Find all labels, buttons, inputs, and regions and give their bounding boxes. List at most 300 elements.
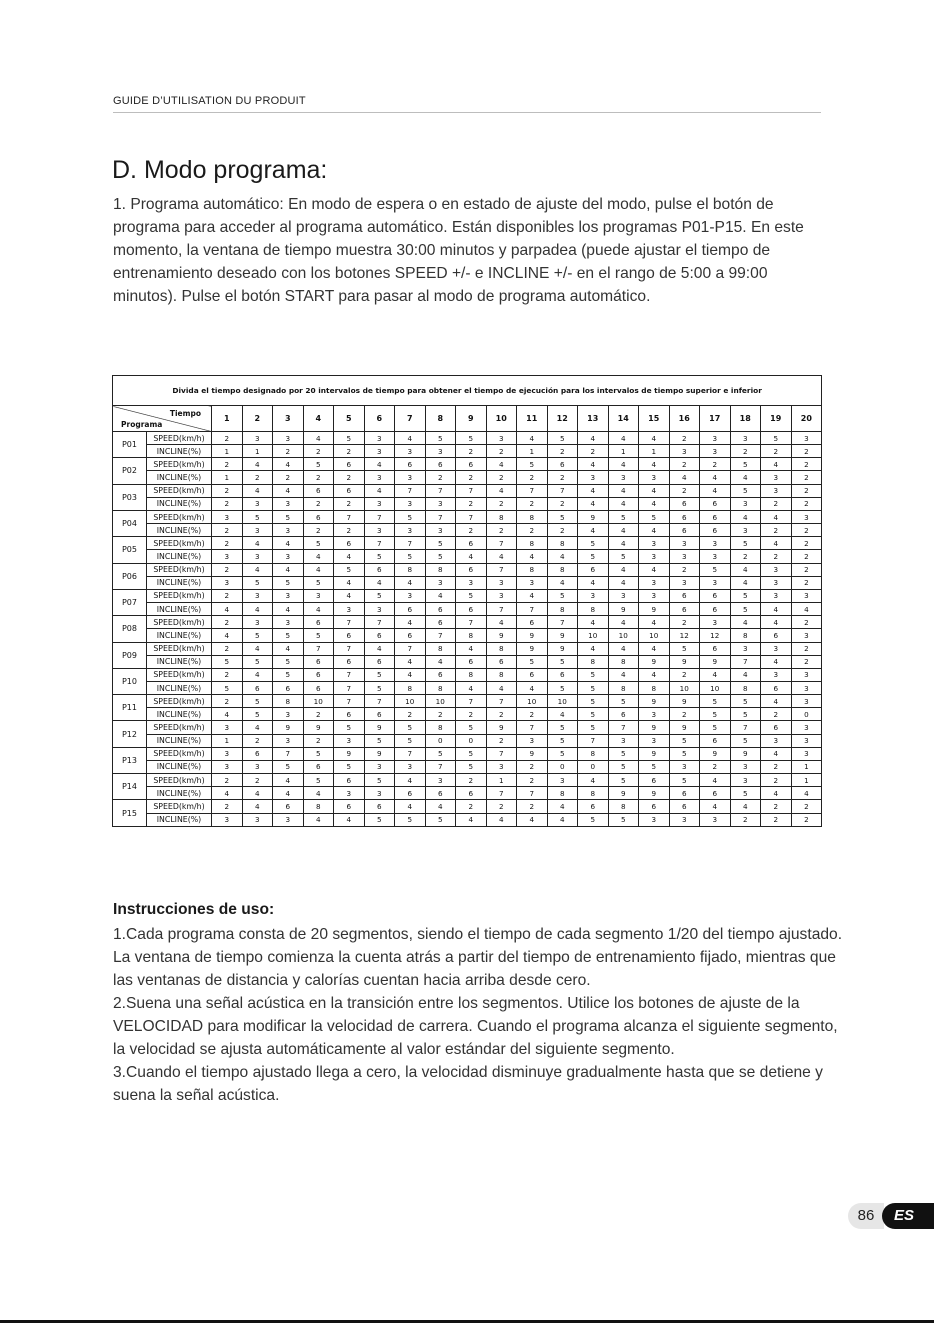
incline-value: 3 [395, 445, 426, 458]
speed-value: 3 [761, 668, 792, 681]
incline-value: 1 [212, 734, 243, 747]
incline-value: 10 [639, 629, 670, 642]
incline-value: 5 [303, 629, 334, 642]
speed-value: 8 [486, 510, 517, 523]
speed-value: 6 [517, 668, 548, 681]
speed-value: 3 [212, 721, 243, 734]
incline-value: 3 [517, 734, 548, 747]
speed-value: 4 [608, 616, 639, 629]
incline-value: 5 [700, 708, 731, 721]
speed-value: 8 [425, 563, 456, 576]
speed-value: 5 [456, 747, 487, 760]
speed-value: 8 [273, 695, 304, 708]
incline-value: 2 [425, 471, 456, 484]
speed-value: 6 [639, 774, 670, 787]
incline-value: 3 [639, 471, 670, 484]
speed-value: 3 [791, 510, 822, 523]
incline-value: 3 [730, 760, 761, 773]
incline-value: 2 [303, 524, 334, 537]
incline-value: 2 [517, 471, 548, 484]
program-name: P13 [113, 747, 147, 773]
incline-value: 4 [212, 629, 243, 642]
incline-value: 8 [578, 787, 609, 800]
page-badge [848, 1203, 934, 1229]
table-row [113, 695, 822, 708]
speed-value: 2 [700, 458, 731, 471]
table-row [113, 524, 822, 537]
speed-value: 7 [608, 721, 639, 734]
speed-value: 1 [486, 774, 517, 787]
incline-value: 3 [700, 576, 731, 589]
speed-value: 2 [669, 458, 700, 471]
speed-value: 6 [578, 800, 609, 813]
incline-value: 4 [547, 708, 578, 721]
speed-value: 2 [242, 774, 273, 787]
speed-value: 8 [303, 800, 334, 813]
speed-value: 3 [669, 537, 700, 550]
speed-value: 3 [791, 747, 822, 760]
incline-value: 2 [303, 445, 334, 458]
speed-value: 9 [578, 510, 609, 523]
incline-value: 2 [303, 734, 334, 747]
speed-value: 2 [761, 800, 792, 813]
incline-value: 0 [456, 734, 487, 747]
incline-value: 4 [761, 655, 792, 668]
incline-value: 4 [517, 813, 548, 826]
intro-paragraph: 1. Programa automático: En modo de espera o en estado de ajuste del modo, pulse el botón de programa para acceder al programa automático. Están disponibles los programas P01-P15. En este momento, la ventana de tiempo muestra 30:00 minutos y parpadea (puede ajustar el tiempo de entrenamiento deseado con los botones SPEED +/- e INCLINE +/- en el rango de 5:00 a 99:00 minutos). Pulse el botón START para pasar al modo de programa automático. [113, 196, 804, 305]
incline-value: 4 [669, 471, 700, 484]
speed-value: 7 [425, 484, 456, 497]
column-header: 17 [700, 406, 731, 432]
column-header: 1 [212, 406, 243, 432]
incline-value: 5 [303, 576, 334, 589]
incline-label: INCLINE(%) [147, 603, 212, 616]
speed-value: 5 [608, 510, 639, 523]
program-table-container [112, 375, 821, 827]
incline-value: 6 [395, 603, 426, 616]
incline-value: 2 [303, 471, 334, 484]
incline-value: 6 [761, 681, 792, 694]
speed-value: 5 [273, 668, 304, 681]
incline-label: INCLINE(%) [147, 524, 212, 537]
incline-value: 2 [303, 497, 334, 510]
incline-label: INCLINE(%) [147, 708, 212, 721]
speed-value: 5 [608, 747, 639, 760]
incline-label: INCLINE(%) [147, 629, 212, 642]
speed-value: 2 [212, 642, 243, 655]
incline-value: 4 [395, 576, 426, 589]
instruction-item: 1.Cada programa consta de 20 segmentos, siendo el tiempo de cada segmento 1/20 del tiempo ajustado. La ventana de tiempo comienza la cuenta atrás a partir del tiempo de entrenamiento fijado, mientras que las ventanas de distancia y calorías cuentan hacia arriba desde cero. [113, 926, 843, 989]
incline-value: 9 [547, 629, 578, 642]
speed-value: 5 [669, 747, 700, 760]
speed-value: 10 [517, 695, 548, 708]
incline-value: 2 [730, 550, 761, 563]
incline-value: 4 [761, 603, 792, 616]
speed-value: 5 [578, 537, 609, 550]
speed-value: 4 [273, 458, 304, 471]
incline-value: 2 [395, 708, 426, 721]
table-header-row [113, 406, 822, 432]
incline-label: INCLINE(%) [147, 787, 212, 800]
incline-value: 4 [578, 524, 609, 537]
speed-value: 4 [486, 458, 517, 471]
speed-value: 8 [517, 510, 548, 523]
speed-value: 4 [486, 616, 517, 629]
table-body [113, 432, 822, 827]
speed-value: 6 [303, 510, 334, 523]
speed-value: 10 [395, 695, 426, 708]
incline-value: 2 [761, 497, 792, 510]
speed-value: 4 [364, 458, 395, 471]
incline-value: 3 [212, 813, 243, 826]
speed-label: SPEED(km/h) [147, 563, 212, 576]
incline-value: 3 [395, 760, 426, 773]
speed-label: SPEED(km/h) [147, 432, 212, 445]
speed-value: 5 [334, 721, 365, 734]
incline-value: 5 [730, 734, 761, 747]
speed-value: 4 [761, 695, 792, 708]
speed-value: 7 [334, 616, 365, 629]
speed-value: 4 [242, 458, 273, 471]
program-name: P11 [113, 695, 147, 721]
incline-value: 4 [303, 603, 334, 616]
incline-value: 0 [425, 734, 456, 747]
incline-value: 3 [608, 471, 639, 484]
column-header: 15 [639, 406, 670, 432]
incline-value: 6 [669, 603, 700, 616]
speed-value: 2 [212, 458, 243, 471]
incline-value: 2 [700, 760, 731, 773]
incline-value: 3 [761, 734, 792, 747]
incline-value: 3 [273, 708, 304, 721]
incline-value: 3 [700, 813, 731, 826]
speed-value: 5 [547, 747, 578, 760]
incline-value: 5 [669, 734, 700, 747]
document-header: GUIDE D’UTILISATION DU PRODUIT [113, 95, 821, 113]
speed-value: 4 [639, 458, 670, 471]
incline-value: 5 [608, 550, 639, 563]
incline-value: 3 [273, 734, 304, 747]
incline-value: 3 [791, 681, 822, 694]
incline-value: 5 [334, 760, 365, 773]
speed-value: 5 [700, 563, 731, 576]
column-header: 13 [578, 406, 609, 432]
incline-value: 6 [761, 629, 792, 642]
incline-value: 5 [273, 760, 304, 773]
table-caption: Divida el tiempo designado por 20 intervalos de tiempo para obtener el tiempo de ejecución para los intervalos de tiempo superior e inferior [113, 376, 822, 406]
speed-value: 7 [395, 484, 426, 497]
incline-label: INCLINE(%) [147, 655, 212, 668]
speed-value: 7 [486, 695, 517, 708]
program-name: P10 [113, 668, 147, 694]
speed-value: 8 [547, 537, 578, 550]
incline-value: 4 [212, 787, 243, 800]
incline-value: 8 [639, 681, 670, 694]
incline-value: 5 [578, 681, 609, 694]
speed-value: 3 [791, 432, 822, 445]
incline-value: 2 [486, 734, 517, 747]
speed-value: 4 [761, 510, 792, 523]
incline-value: 9 [639, 787, 670, 800]
incline-value: 2 [456, 497, 487, 510]
incline-value: 4 [791, 787, 822, 800]
incline-value: 5 [608, 813, 639, 826]
incline-value: 2 [486, 708, 517, 721]
incline-label: INCLINE(%) [147, 760, 212, 773]
speed-value: 4 [517, 432, 548, 445]
incline-value: 2 [791, 576, 822, 589]
incline-value: 3 [334, 787, 365, 800]
incline-value: 3 [273, 524, 304, 537]
speed-value: 6 [639, 800, 670, 813]
incline-value: 5 [425, 550, 456, 563]
speed-value: 5 [364, 589, 395, 602]
incline-value: 5 [578, 813, 609, 826]
speed-value: 6 [425, 668, 456, 681]
incline-value: 4 [456, 550, 487, 563]
speed-value: 9 [334, 747, 365, 760]
speed-value: 10 [303, 695, 334, 708]
speed-value: 3 [273, 589, 304, 602]
incline-label: INCLINE(%) [147, 550, 212, 563]
incline-value: 4 [364, 576, 395, 589]
incline-value: 6 [700, 787, 731, 800]
speed-value: 3 [730, 432, 761, 445]
incline-value: 5 [273, 655, 304, 668]
incline-value: 4 [303, 787, 334, 800]
speed-value: 9 [303, 721, 334, 734]
speed-value: 4 [395, 774, 426, 787]
speed-value: 4 [639, 432, 670, 445]
speed-value: 4 [700, 800, 731, 813]
incline-value: 5 [608, 760, 639, 773]
speed-value: 4 [639, 642, 670, 655]
speed-value: 5 [303, 747, 334, 760]
incline-value: 2 [517, 708, 548, 721]
speed-value: 4 [578, 616, 609, 629]
column-header: 4 [303, 406, 334, 432]
incline-value: 2 [761, 524, 792, 537]
speed-value: 7 [547, 616, 578, 629]
incline-value: 3 [669, 550, 700, 563]
incline-value: 2 [791, 813, 822, 826]
speed-value: 6 [334, 800, 365, 813]
program-name: P15 [113, 800, 147, 827]
speed-value: 9 [517, 642, 548, 655]
speed-value: 4 [761, 616, 792, 629]
speed-value: 6 [425, 458, 456, 471]
incline-value: 8 [425, 681, 456, 694]
speed-value: 2 [212, 668, 243, 681]
incline-value: 2 [456, 471, 487, 484]
speed-value: 2 [212, 800, 243, 813]
speed-value: 6 [669, 589, 700, 602]
speed-value: 5 [456, 432, 487, 445]
incline-value: 8 [608, 655, 639, 668]
speed-value: 5 [578, 695, 609, 708]
incline-value: 2 [578, 445, 609, 458]
speed-value: 5 [547, 589, 578, 602]
incline-value: 3 [639, 708, 670, 721]
incline-value: 5 [547, 655, 578, 668]
incline-value: 4 [334, 550, 365, 563]
incline-value: 2 [761, 708, 792, 721]
column-header: 18 [730, 406, 761, 432]
speed-value: 2 [212, 695, 243, 708]
incline-value: 4 [212, 603, 243, 616]
speed-value: 5 [242, 510, 273, 523]
speed-value: 5 [395, 721, 426, 734]
incline-value: 6 [456, 603, 487, 616]
incline-value: 2 [761, 760, 792, 773]
speed-value: 7 [486, 537, 517, 550]
incline-value: 1 [212, 471, 243, 484]
incline-value: 5 [517, 655, 548, 668]
speed-value: 4 [761, 458, 792, 471]
speed-value: 9 [364, 747, 395, 760]
speed-value: 3 [608, 589, 639, 602]
instructions-title: Instrucciones de uso: [113, 901, 275, 918]
speed-value: 7 [456, 484, 487, 497]
incline-value: 3 [578, 471, 609, 484]
incline-value: 2 [547, 445, 578, 458]
speed-value: 7 [273, 747, 304, 760]
incline-value: 2 [212, 524, 243, 537]
incline-value: 2 [486, 471, 517, 484]
incline-value: 7 [517, 787, 548, 800]
column-header: 3 [273, 406, 304, 432]
table-row [113, 708, 822, 721]
speed-value: 8 [486, 642, 517, 655]
incline-value: 6 [395, 629, 426, 642]
speed-value: 6 [303, 616, 334, 629]
incline-value: 5 [364, 734, 395, 747]
speed-value: 6 [364, 800, 395, 813]
speed-value: 4 [639, 668, 670, 681]
speed-value: 4 [578, 642, 609, 655]
speed-value: 4 [517, 589, 548, 602]
incline-value: 10 [700, 681, 731, 694]
speed-value: 3 [486, 589, 517, 602]
program-table [112, 375, 822, 827]
program-name: P04 [113, 510, 147, 536]
speed-value: 4 [639, 563, 670, 576]
speed-value: 4 [364, 642, 395, 655]
speed-value: 7 [395, 537, 426, 550]
speed-value: 5 [456, 589, 487, 602]
incline-value: 0 [791, 708, 822, 721]
incline-value: 1 [791, 760, 822, 773]
speed-value: 6 [669, 800, 700, 813]
incline-value: 2 [791, 550, 822, 563]
speed-value: 6 [700, 642, 731, 655]
table-row [113, 445, 822, 458]
incline-value: 2 [334, 445, 365, 458]
table-row [113, 642, 822, 655]
speed-value: 5 [761, 432, 792, 445]
incline-value: 9 [608, 603, 639, 616]
incline-value: 3 [334, 603, 365, 616]
speed-value: 3 [547, 774, 578, 787]
table-row [113, 471, 822, 484]
incline-value: 5 [730, 787, 761, 800]
incline-value: 3 [364, 524, 395, 537]
speed-value: 2 [212, 537, 243, 550]
incline-value: 2 [730, 813, 761, 826]
incline-value: 3 [669, 813, 700, 826]
speed-value: 4 [242, 537, 273, 550]
incline-value: 10 [669, 681, 700, 694]
incline-value: 2 [242, 734, 273, 747]
speed-value: 4 [639, 484, 670, 497]
incline-value: 4 [273, 603, 304, 616]
incline-value: 2 [456, 524, 487, 537]
program-name: P06 [113, 563, 147, 589]
incline-value: 2 [730, 445, 761, 458]
speed-value: 5 [364, 774, 395, 787]
speed-value: 7 [456, 695, 487, 708]
incline-value: 8 [578, 655, 609, 668]
speed-value: 3 [242, 589, 273, 602]
incline-value: 2 [547, 497, 578, 510]
incline-value: 6 [425, 603, 456, 616]
incline-value: 4 [456, 813, 487, 826]
incline-value: 8 [730, 681, 761, 694]
speed-value: 7 [730, 721, 761, 734]
incline-value: 5 [730, 708, 761, 721]
speed-value: 5 [303, 458, 334, 471]
speed-value: 4 [761, 747, 792, 760]
speed-label: SPEED(km/h) [147, 510, 212, 523]
incline-value: 4 [517, 681, 548, 694]
incline-value: 4 [547, 576, 578, 589]
incline-value: 4 [791, 603, 822, 616]
incline-value: 3 [669, 445, 700, 458]
section-title: D. Modo programa: [112, 156, 328, 184]
speed-value: 4 [700, 484, 731, 497]
incline-value: 7 [425, 629, 456, 642]
speed-value: 3 [395, 589, 426, 602]
speed-value: 4 [395, 668, 426, 681]
speed-value: 4 [578, 484, 609, 497]
incline-value: 4 [303, 550, 334, 563]
column-header: 10 [486, 406, 517, 432]
incline-label: INCLINE(%) [147, 734, 212, 747]
incline-value: 1 [517, 445, 548, 458]
instruction-item: 3.Cuando el tiempo ajustado llega a cero, la velocidad disminuye gradualmente hasta que se detiene y suena la señal acústica. [113, 1064, 823, 1104]
speed-value: 4 [608, 668, 639, 681]
incline-value: 7 [578, 734, 609, 747]
incline-value: 6 [395, 787, 426, 800]
incline-value: 7 [486, 787, 517, 800]
speed-value: 4 [547, 800, 578, 813]
speed-value: 6 [364, 563, 395, 576]
incline-value: 6 [608, 708, 639, 721]
speed-value: 6 [547, 668, 578, 681]
incline-value: 4 [700, 471, 731, 484]
speed-value: 3 [761, 563, 792, 576]
speed-value: 7 [395, 747, 426, 760]
speed-value: 6 [334, 537, 365, 550]
speed-value: 4 [730, 563, 761, 576]
incline-value: 2 [273, 471, 304, 484]
table-row [113, 497, 822, 510]
speed-value: 5 [730, 537, 761, 550]
incline-value: 5 [242, 629, 273, 642]
incline-value: 1 [608, 445, 639, 458]
speed-value: 4 [242, 642, 273, 655]
incline-value: 6 [334, 655, 365, 668]
